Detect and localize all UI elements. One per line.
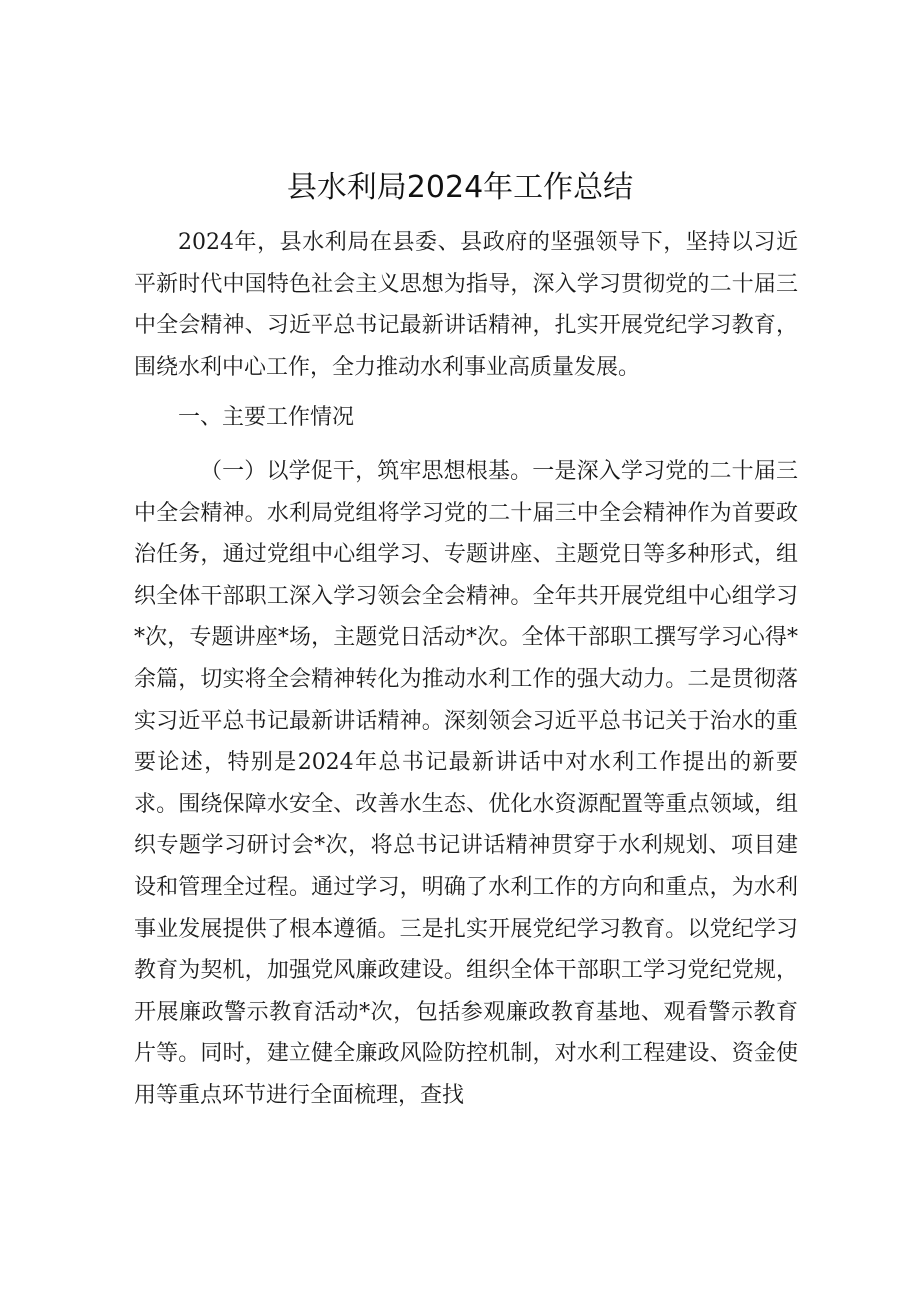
section-heading: 一、主要工作情况	[178, 405, 355, 430]
document-title: 县水利局2024年工作总结	[286, 170, 634, 205]
section-1-paragraph: （一）以学促干，筑牢思想根基。一是深入学习党的二十届三中全会精神。水利局党组将学习党的二十届三中全会精神作为首要政治任务，通过党组中心组学习、专题讲座、主题党日等多种形式，组织全体干部职工深入学习领会全会精神。全年共开展党组中心组学习*次，专题讲座*场，主题党日活动*次。全体干部职工撰写学习心得*余篇，切实将全会精神转化为推动水利工作的强大动力。二是贯彻落实习近平总书记最新讲话精神。深刻领会习近平总书记关于治水的重要论述，特别是2024年总书记最新讲话中对水利工作提出的新要求。围绕保障水安全、改善水生态、优化水资源配置等重点领域，组织专题学习研讨会*次，将总书记讲话精神贯穿于水利规划、项目建设和管理全过程。通过学习，明确了水利工作的方向和重点，为水利事业发展提供了根本遵循。三是扎实开展党纪学习教育。以党纪学习教育为契机，加强党风廉政建设。组织全体干部职工学习党纪党规，开展廉政警示教育活动*次，包括参观廉政教育基地、观看警示教育片等。同时，建立健全廉政风险防控机制，对水利工程建设、资金使用等重点环节进行全面梳理，查找	[134, 459, 798, 1108]
intro-paragraph: 2024年，县水利局在县委、县政府的坚强领导下，坚持以习近平新时代中国特色社会主义思想为指导，深入学习贯彻党的二十届三中全会精神、习近平总书记最新讲话精神，扎实开展党纪学习教育，围绕水利中心工作，全力推动水利事业高质量发展。	[134, 230, 798, 380]
